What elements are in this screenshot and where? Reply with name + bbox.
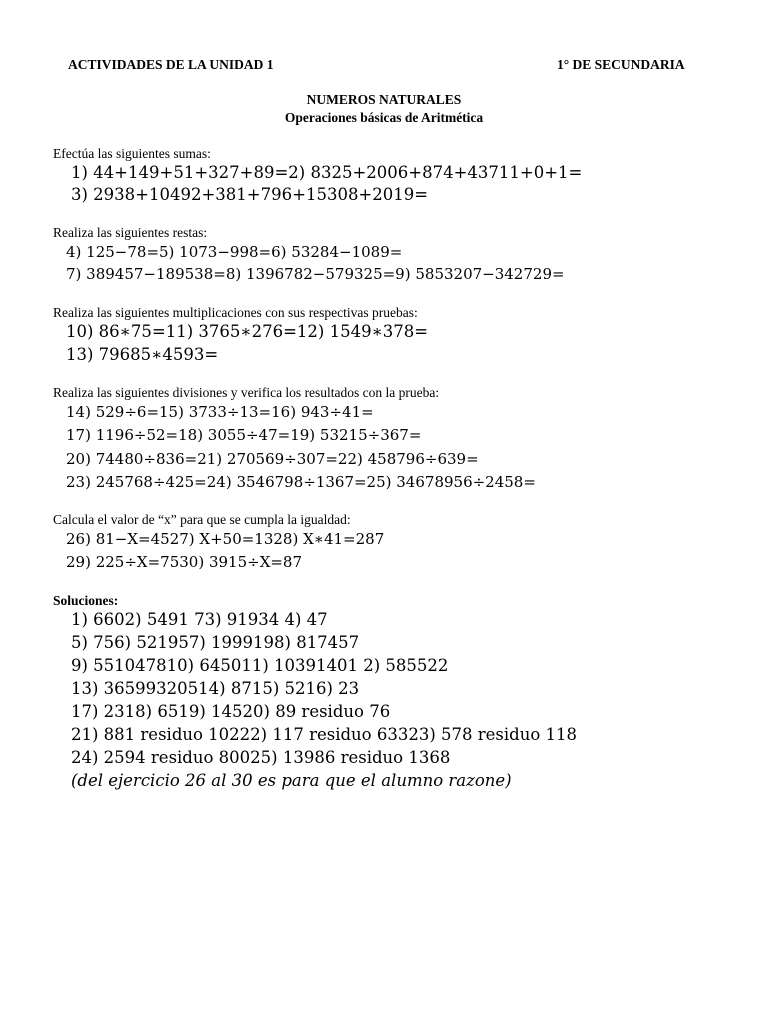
- exercise-line: 3) 2938+10492+381+796+15308+2019=: [71, 185, 429, 204]
- igualdad-instruction: Calcula el valor de “x” para que se cumpla la igualdad:: [53, 512, 351, 527]
- solution-line: 21) 881 residuo 10222) 117 residuo 63323) 578 residuo 118: [71, 725, 578, 744]
- exercise-line: 17) 1196÷52=18) 3055÷47=19) 53215÷367=: [66, 426, 422, 444]
- restas-instruction: Realiza las siguientes restas:: [53, 225, 208, 240]
- solution-note: (del ejercicio 26 al 30 es para que el alumno razone): [71, 771, 512, 790]
- unit-header: ACTIVIDADES DE LA UNIDAD 1: [68, 57, 274, 72]
- solution-line: 9) 551047810) 645011) 10391401 2) 585522: [71, 656, 449, 675]
- multiplicaciones-instruction: Realiza las siguientes multiplicaciones con sus respectivas pruebas:: [53, 305, 418, 320]
- exercise-line: 10) 86∗75=11) 3765∗276=12) 1549∗378=: [66, 322, 429, 341]
- exercise-line: 1) 44+149+51+327+89=2) 8325+2006+874+43711+0+1=: [71, 163, 583, 182]
- solution-line: 24) 2594 residuo 80025) 13986 residuo 1368: [71, 748, 451, 767]
- exercise-line: 20) 74480÷836=21) 270569÷307=22) 458796÷639=: [66, 450, 479, 468]
- grade-header: 1° DE SECUNDARIA: [557, 57, 685, 72]
- exercise-line: 13) 79685∗4593=: [66, 345, 219, 364]
- page-title: NUMEROS NATURALES: [306, 92, 462, 107]
- exercise-line: 14) 529÷6=15) 3733÷13=16) 943÷41=: [66, 403, 374, 421]
- soluciones-heading: Soluciones:: [53, 593, 119, 608]
- sumas-instruction: Efectúa las siguientes sumas:: [53, 146, 211, 161]
- solution-line: 17) 2318) 6519) 14520) 89 residuo 76: [71, 702, 391, 721]
- exercise-line: 23) 245768÷425=24) 3546798÷1367=25) 34678956÷2458=: [66, 473, 536, 491]
- exercise-line: 7) 389457−189538=8) 1396782−579325=9) 5853207−342729=: [66, 265, 565, 283]
- solution-line: 5) 756) 521957) 1999198) 817457: [71, 633, 360, 652]
- solution-line: 1) 6602) 5491 73) 91934 4) 47: [71, 610, 328, 629]
- exercise-line: 29) 225÷X=7530) 3915÷X=87: [66, 553, 303, 571]
- exercise-line: 4) 125−78=5) 1073−998=6) 53284−1089=: [66, 243, 403, 261]
- page-subtitle: Operaciones básicas de Aritmética: [284, 110, 484, 125]
- divisiones-instruction: Realiza las siguientes divisiones y verifica los resultados con la prueba:: [53, 385, 440, 400]
- exercise-line: 26) 81−X=4527) X+50=1328) X∗41=287: [66, 530, 385, 548]
- solution-line: 13) 36599320514) 8715) 5216) 23: [71, 679, 360, 698]
